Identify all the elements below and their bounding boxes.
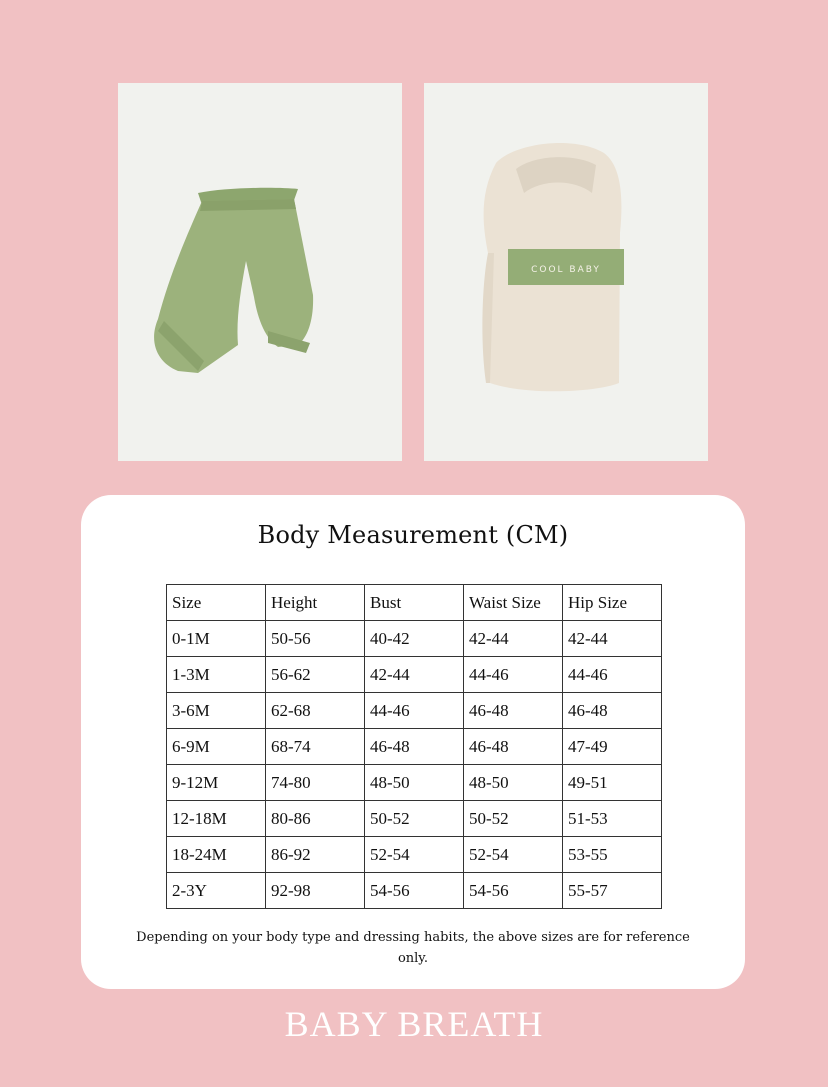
table-cell: 54-56 — [365, 873, 464, 909]
shorts-illustration — [118, 83, 402, 461]
table-cell: 40-42 — [365, 621, 464, 657]
table-cell: 42-44 — [464, 621, 563, 657]
table-cell: 86-92 — [266, 837, 365, 873]
table-header-row — [167, 585, 662, 621]
table-cell: 50-52 — [365, 801, 464, 837]
table-cell: 46-48 — [464, 693, 563, 729]
table-cell: 18-24M — [167, 837, 266, 873]
table-cell: 55-57 — [563, 873, 662, 909]
table-cell: 3-6M — [167, 693, 266, 729]
table-cell: 48-50 — [365, 765, 464, 801]
table-row — [167, 657, 662, 693]
table-cell: 50-56 — [266, 621, 365, 657]
table-cell: 12-18M — [167, 801, 266, 837]
header-waist: Waist Size — [464, 585, 563, 621]
shorts-product-image — [118, 83, 402, 461]
table-row — [167, 729, 662, 765]
table-cell: 80-86 — [266, 801, 365, 837]
table-cell: 62-68 — [266, 693, 365, 729]
table-cell: 47-49 — [563, 729, 662, 765]
vest-product-image — [424, 83, 708, 461]
table-cell: 42-44 — [365, 657, 464, 693]
vest-illustration — [424, 83, 708, 461]
table-cell: 48-50 — [464, 765, 563, 801]
table-cell: 46-48 — [365, 729, 464, 765]
vest-print-text: COOL BABY — [531, 265, 601, 275]
measurement-card — [81, 495, 745, 989]
table-cell: 50-52 — [464, 801, 563, 837]
header-hip: Hip Size — [563, 585, 662, 621]
table-row — [167, 873, 662, 909]
table-cell: 9-12M — [167, 765, 266, 801]
table-cell: 44-46 — [365, 693, 464, 729]
table-row — [167, 765, 662, 801]
table-cell: 46-48 — [464, 729, 563, 765]
header-size: Size — [167, 585, 266, 621]
table-cell: 49-51 — [563, 765, 662, 801]
table-row — [167, 801, 662, 837]
brand-name: BABY BREATH — [284, 1004, 544, 1044]
table-cell: 54-56 — [464, 873, 563, 909]
table-cell: 1-3M — [167, 657, 266, 693]
table-cell: 92-98 — [266, 873, 365, 909]
table-cell: 0-1M — [167, 621, 266, 657]
table-cell: 44-46 — [464, 657, 563, 693]
size-disclaimer: Depending on your body type and dressing habits, the above sizes are for reference only. — [136, 930, 690, 966]
header-height: Height — [266, 585, 365, 621]
table-cell: 56-62 — [266, 657, 365, 693]
table-cell: 51-53 — [563, 801, 662, 837]
table-cell: 74-80 — [266, 765, 365, 801]
table-cell: 46-48 — [563, 693, 662, 729]
table-row — [167, 693, 662, 729]
table-cell: 2-3Y — [167, 873, 266, 909]
table-cell: 42-44 — [563, 621, 662, 657]
table-cell: 44-46 — [563, 657, 662, 693]
header-bust: Bust — [365, 585, 464, 621]
table-cell: 53-55 — [563, 837, 662, 873]
size-table — [166, 584, 662, 909]
card-title: Body Measurement (CM) — [257, 521, 569, 549]
table-cell: 68-74 — [266, 729, 365, 765]
table-cell: 6-9M — [167, 729, 266, 765]
table-row — [167, 621, 662, 657]
table-cell: 52-54 — [464, 837, 563, 873]
table-cell: 52-54 — [365, 837, 464, 873]
table-row — [167, 837, 662, 873]
